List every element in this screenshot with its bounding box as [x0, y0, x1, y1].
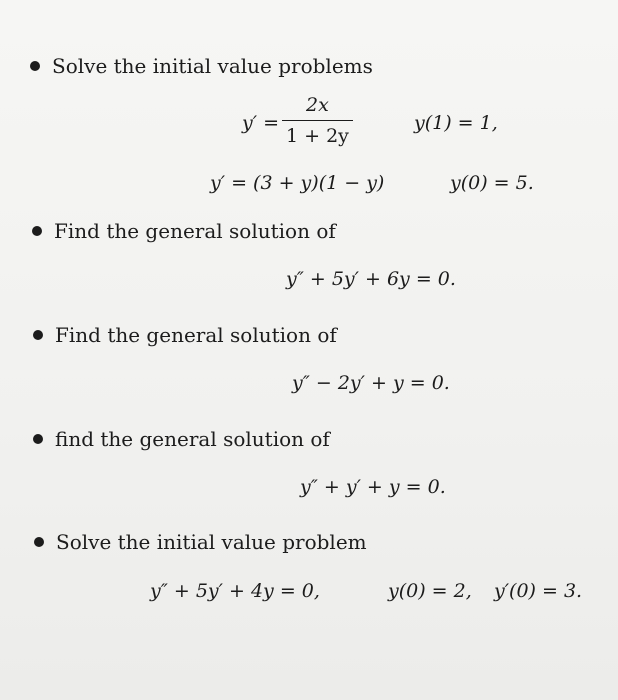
problem-3-text: Find the general solution of — [55, 323, 337, 347]
problem-1 — [30, 54, 373, 78]
problem-5-text: Solve the initial value problem — [56, 530, 367, 554]
ivp1-lhs: y′ = — [242, 112, 280, 134]
equation-5-ic-2: y′(0) = 3. — [494, 580, 583, 602]
equation-5-ic-1: y(0) = 2, — [388, 580, 472, 602]
ivp1-denominator: 1 + 2y — [286, 125, 349, 148]
problem-5 — [34, 530, 367, 554]
bullet-dot — [33, 434, 43, 444]
bullet-dot — [32, 226, 42, 236]
ivp2-equation: y′ = (3 + y)(1 − y) — [210, 172, 385, 194]
equation-5: y″ + 5y′ + 4y = 0, — [150, 580, 320, 602]
problem-3 — [33, 323, 337, 347]
bullet-dot — [30, 61, 40, 71]
bullet-dot — [34, 537, 44, 547]
ivp2-initial-condition: y(0) = 5. — [450, 172, 534, 194]
equation-4: y″ + y′ + y = 0. — [300, 476, 446, 498]
ivp1-fraction — [282, 94, 353, 147]
problem-2-text: Find the general solution of — [54, 219, 336, 243]
ivp1-numerator: 2x — [306, 94, 329, 116]
problem-2 — [32, 219, 336, 243]
bullet-dot — [33, 330, 43, 340]
equation-2: y″ + 5y′ + 6y = 0. — [286, 268, 456, 290]
problem-1-text: Solve the initial value problems — [52, 54, 373, 78]
ivp1-initial-condition: y(1) = 1, — [414, 112, 498, 134]
fraction-bar — [282, 120, 353, 121]
problem-4-text: find the general solution of — [55, 427, 330, 451]
problem-4 — [33, 427, 330, 451]
equation-3: y″ − 2y′ + y = 0. — [292, 372, 450, 394]
